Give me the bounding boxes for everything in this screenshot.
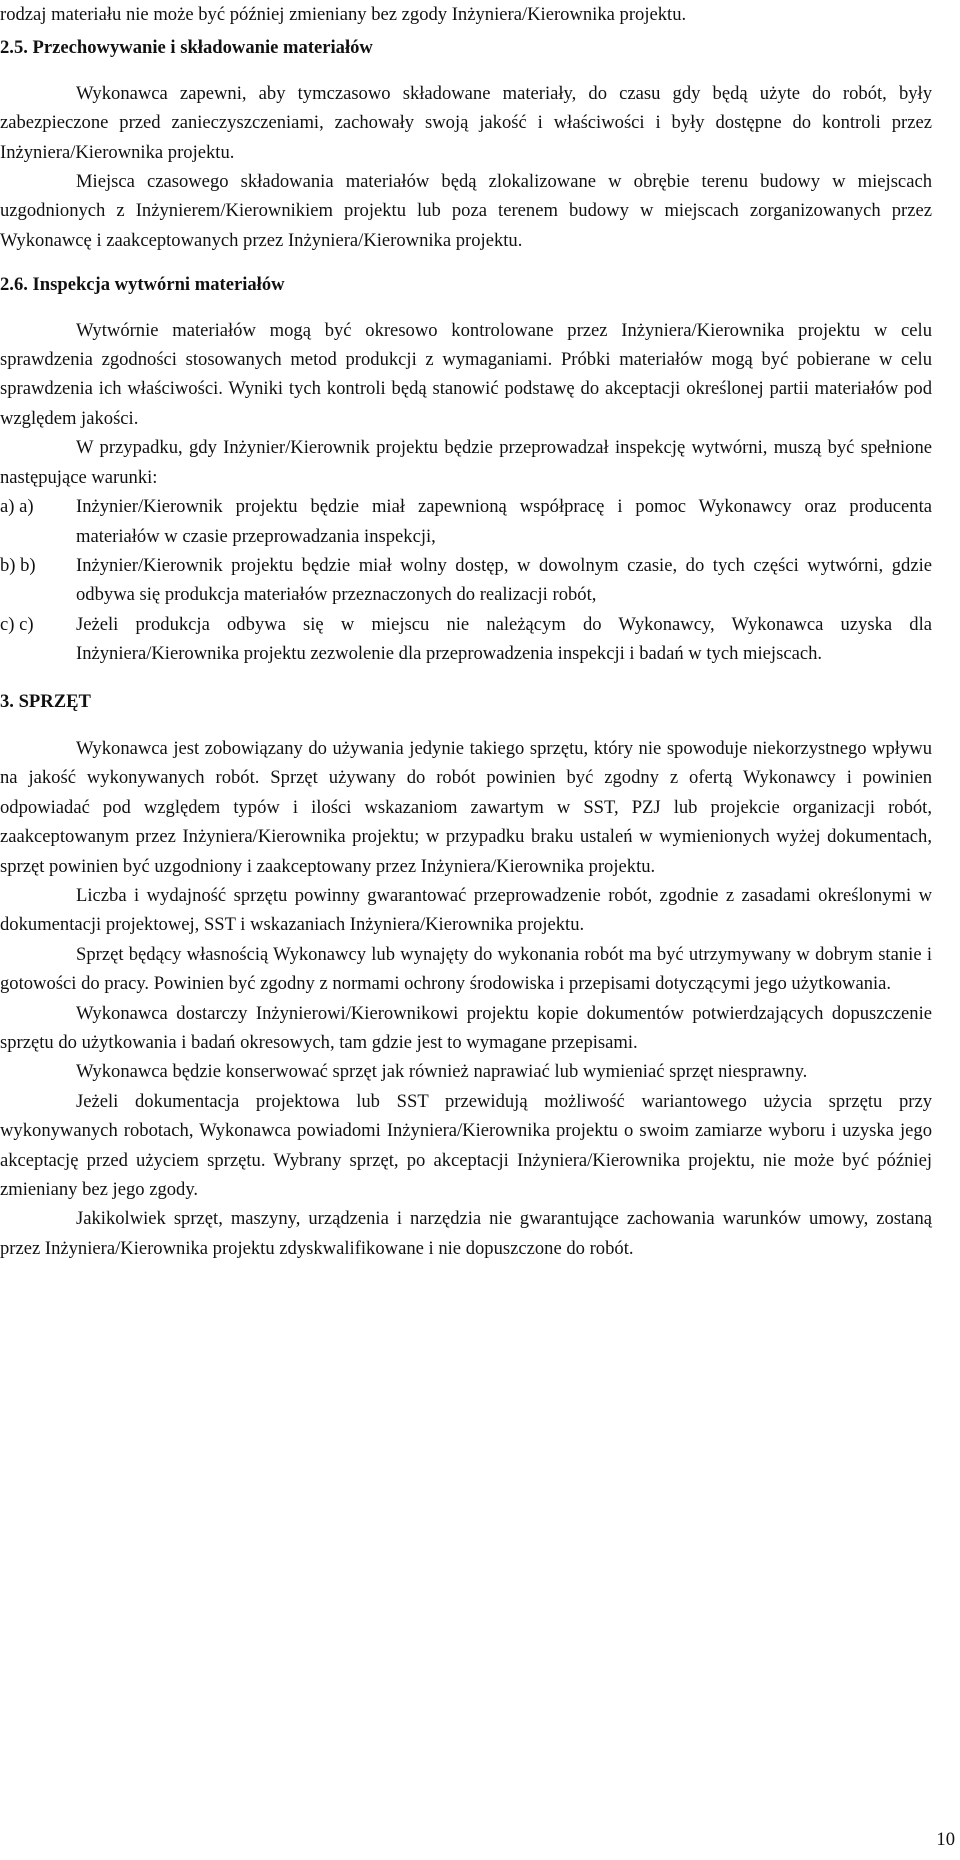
section-3-paragraph-4: Wykonawca dostarczy Inżynierowi/Kierownikowi projektu kopie dokumentów potwierdzających dopuszczenie sprzętu do użytkowania i badań okresowych, tam gdzie jest to wymagane przepisami. <box>0 1002 932 1053</box>
section-2-6-paragraph-2: W przypadku, gdy Inżynier/Kierownik projektu będzie przeprowadzał inspekcję wytwórni, muszą być spełnione następujące warunki: <box>0 437 932 488</box>
section-3-paragraph-6: Jeżeli dokumentacja projektowa lub SST przewidują możliwość wariantowego użycia sprzętu przy wykonywanych robotach, Wykonawca powiadomi Inżyniera/Kierownika projektu o swoim zamiarze wyboru i uzyska jego akceptację przed użyciem sprzętu. Wybrany sprzęt, po akceptacji Inżyniera/Kierownika projektu, nie może być później zmieniany bez jego zgody. <box>0 1090 932 1201</box>
list-marker: b) b) <box>0 554 36 576</box>
list-item-text: Inżynier/Kierownik projektu będzie miał zapewnioną współpracę i pomoc Wykonawcy oraz producenta materiałów w czasie przeprowadzania inspekcji, <box>76 496 932 547</box>
section-3-paragraph-7: Jakikolwiek sprzęt, maszyny, urządzenia i narzędzia nie gwarantujące zachowania warunków umowy, zostaną przez Inżyniera/Kierownika projektu zdyskwalifikowane i nie dopuszczone do robót. <box>0 1208 932 1259</box>
list-marker: a) a) <box>0 496 34 518</box>
inspection-condition-list-item <box>0 492 932 551</box>
intro-continuation-paragraph: rodzaj materiału nie może być później zmieniany bez zgody Inżyniera/Kierownika projektu. <box>0 4 687 25</box>
section-3-paragraph-3: Sprzęt będący własnością Wykonawcy lub wynajęty do wykonania robót ma być utrzymywany w dobrym stanie i gotowości do pracy. Powinien być zgodny z normami ochrony środowiska i przepisami dotyczącymi jego użytkowania. <box>0 943 932 995</box>
section-3-paragraph-2: Liczba i wydajność sprzętu powinny gwarantować przeprowadzenie robót, zgodnie z zasadami określonymi w dokumentacji projektowej, SST i wskazaniach Inżyniera/Kierownika projektu. <box>0 884 932 936</box>
section-3-heading: 3. SPRZĘT <box>0 690 91 712</box>
section-2-6-paragraph-1: Wytwórnie materiałów mogą być okresowo kontrolowane przez Inżyniera/Kierownika projektu w celu sprawdzenia zgodności stosowanych metod produkcji z wymaganiami. Próbki materiałów mogą być pobierane w celu sprawdzenia ich właściwości. Wyniki tych kontroli będą stanowić podstawę do akceptacji określonej partii materiałów pod względem jakości. <box>0 319 932 429</box>
page-number: 10 <box>936 1829 955 1850</box>
section-2-5-paragraph-1: Wykonawca zapewni, aby tymczasowo składowane materiały, do czasu gdy będą użyte do robót, były zabezpieczone przed zanieczyszczeniami, zachowały swoją jakość i właściwości i były dostępne do kontroli przez Inżyniera/Kierownika projektu. <box>0 82 932 163</box>
list-item-text: Jeżeli produkcja odbywa się w miejscu nie należącym do Wykonawcy, Wykonawca uzyska dla Inżyniera/Kierownika projektu zezwolenie dla przeprowadzenia inspekcji i badań w tych miejscach. <box>76 613 932 665</box>
section-2-6-heading: 2.6. Inspekcja wytwórni materiałów <box>0 274 285 296</box>
inspection-condition-list-item <box>0 551 932 610</box>
list-item-text: Inżynier/Kierownik projektu będzie miał wolny dostęp, w dowolnym czasie, do tych części wytwórni, gdzie odbywa się produkcja materiałów przeznaczonych do realizacji robót, <box>76 554 932 606</box>
section-2-5-paragraph-2: Miejsca czasowego składowania materiałów będą zlokalizowane w obrębie terenu budowy w miejscach uzgodnionych z Inżynierem/Kierownikiem projektu lub poza terenem budowy w miejscach zorganizowanych przez Wykonawcę i zaakceptowanych przez Inżyniera/Kierownika projektu. <box>0 171 932 251</box>
section-3-paragraph-1: Wykonawca jest zobowiązany do używania jedynie takiego sprzętu, który nie spowoduje niekorzystnego wpływu na jakość wykonywanych robót. Sprzęt używany do robót powinien być zgodny z ofertą Wykonawcy i powinien odpowiadać pod względem typów i ilości wskazaniom zawartym w SST, PZJ lub projekcie organizacji robót, zaakceptowanym przez Inżyniera/Kierownika projektu; w przypadku braku ustaleń w wymienionych wyżej dokumentach, sprzęt powinien być uzgodniony i zaakceptowany przez Inżyniera/Kierownika projektu. <box>0 737 932 877</box>
section-2-5-heading: 2.5. Przechowywanie i składowanie materiałów <box>0 37 373 59</box>
section-3-paragraph-5: Wykonawca będzie konserwować sprzęt jak również naprawiać lub wymieniać sprzęt niesprawny. <box>76 1061 808 1083</box>
list-marker: c) c) <box>0 613 34 635</box>
inspection-condition-list-item <box>0 610 932 669</box>
